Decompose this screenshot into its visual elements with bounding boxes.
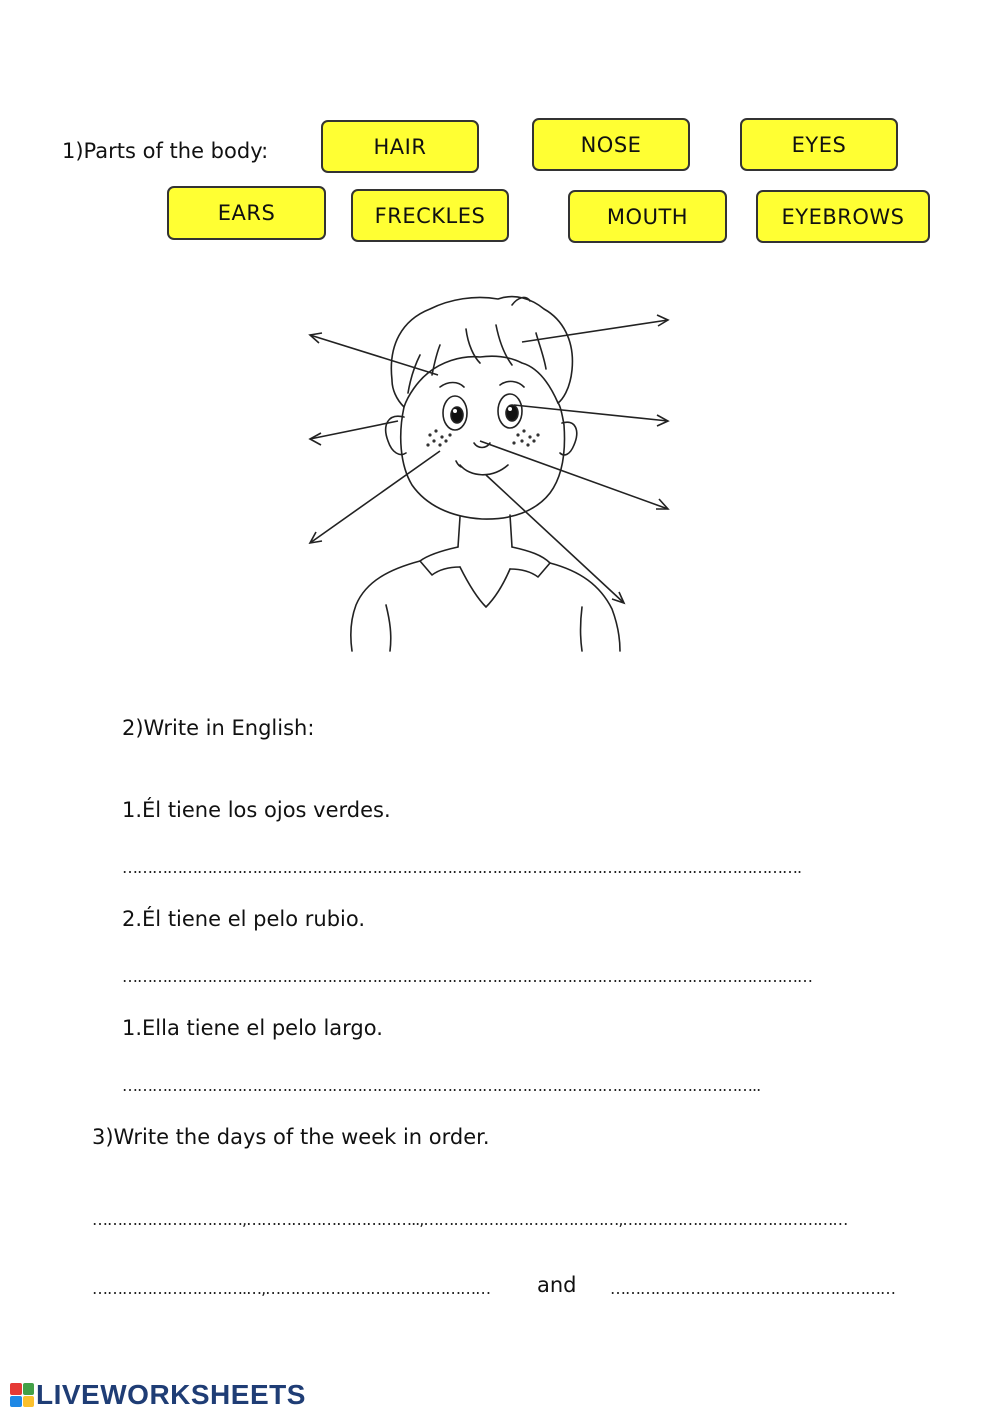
chip-nose[interactable]: NOSE (532, 118, 690, 171)
section2-title: 2)Write in English: (122, 716, 315, 740)
answer-line-1[interactable]: ………………………………………………………………………………………………………………………. (122, 858, 802, 877)
sentence-1: 1.Él tiene los ojos verdes. (122, 798, 391, 822)
chip-eyes[interactable]: EYES (740, 118, 898, 171)
section3-title: 3)Write the days of the week in order. (92, 1125, 490, 1149)
chip-hair[interactable]: HAIR (321, 120, 479, 173)
section1-title: 1)Parts of the body: (62, 139, 269, 163)
days-line-2a[interactable]: ………………………….…,……………………………………… (92, 1279, 491, 1298)
answer-line-3[interactable]: ……………………………………………………………………………………………………………….. (122, 1076, 761, 1095)
and-word: and (537, 1273, 577, 1297)
chip-freckles[interactable]: FRECKLES (351, 189, 509, 242)
liveworksheets-logo (10, 1380, 306, 1410)
sentence-3: 1.Ella tiene el pelo largo. (122, 1016, 383, 1040)
logo-text: LIVEWORKSHEETS (36, 1379, 306, 1410)
sentence-2: 2.Él tiene el pelo rubio. (122, 907, 366, 931)
chip-ears[interactable]: EARS (167, 186, 326, 240)
logo-grid-icon (10, 1383, 34, 1407)
chip-eyebrows[interactable]: EYEBROWS (756, 190, 930, 243)
chip-mouth[interactable]: MOUTH (568, 190, 727, 243)
answer-line-2[interactable]: ………………………………………………………………………………………………………………………… (122, 967, 812, 986)
days-line-2b[interactable]: ………………………………………………… (610, 1279, 895, 1298)
boy-face-illustration (300, 285, 680, 655)
days-line-1[interactable]: …………………………,……………………………..,…………………………………,……………………………………… (92, 1210, 848, 1229)
